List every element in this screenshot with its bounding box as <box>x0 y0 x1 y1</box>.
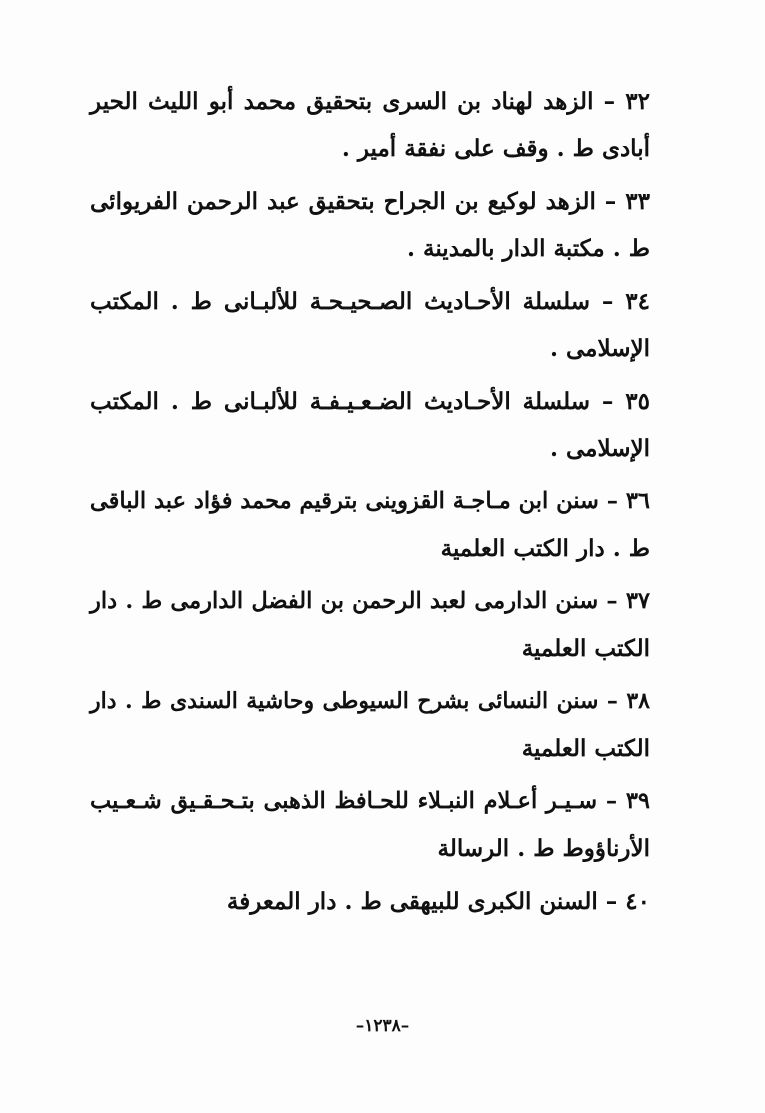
entry-line: الأرناؤوط ط . الرسالة <box>437 835 650 862</box>
entry-line: ٤٠ – السنن الكبرى للبيهقى ط . دار المعرفة <box>226 888 650 915</box>
entry-line: أبادى ط . وقف على نفقة أمير . <box>341 135 650 162</box>
bibliography-entry-35 <box>90 378 650 472</box>
bibliography-entry-40 <box>90 878 650 925</box>
entry-line: الكتب العلمية <box>521 635 650 662</box>
entry-line: ٣٥ – سلسلة الأحـاديث الضـعـيـفـة للألبـانى ط . المكتب <box>90 388 650 415</box>
entry-line: ٣٢ – الزهد لهناد بن السرى بتحقيق محمد أبو الليث الحير <box>90 88 650 115</box>
entry-line: ٣٨ – سنن النسائى بشرح السيوطى وحاشية السندى ط . دار <box>90 688 650 714</box>
page-number: –١٢٣٨– <box>355 1016 410 1036</box>
entry-line: ٣٤ – سلسلة الأحـاديث الصـحيـحـة للألبـانى ط . المكتب <box>90 288 650 315</box>
entry-line: ط . دار الكتب العلمية <box>440 535 650 562</box>
entry-line: ٣٣ – الزهد لوكيع بن الجراح بتحقيق عبد الرحمن الفريوائى <box>90 188 650 215</box>
entry-line: الإسلامى . <box>549 435 650 462</box>
entry-line: ٣٧ – سنن الدارمى لعبد الرحمن بن الفضل الدارمى ط . دار <box>90 588 650 614</box>
bibliography-entry-37 <box>90 578 650 672</box>
entry-line: ط . مكتبة الدار بالمدينة . <box>407 235 650 262</box>
bibliography-list <box>90 78 650 931</box>
bibliography-entry-33 <box>90 178 650 272</box>
bibliography-entry-36 <box>90 478 650 572</box>
entry-line: الكتب العلمية <box>521 735 650 762</box>
bibliography-entry-34 <box>90 278 650 372</box>
bibliography-entry-39 <box>90 778 650 872</box>
bibliography-entry-38 <box>90 678 650 772</box>
entry-line: ٣٦ – سنن ابن مـاجـة القزوينى بترقيم محمد فؤاد عبد الباقى <box>89 488 650 514</box>
entry-line: الإسلامى . <box>549 335 650 362</box>
entry-line: ٣٩ – سـيـر أعـلام النبـلاء للحـافظ الذهبى بتـحـقـيق شـعـيب <box>90 788 650 814</box>
bibliography-entry-32 <box>90 78 650 172</box>
